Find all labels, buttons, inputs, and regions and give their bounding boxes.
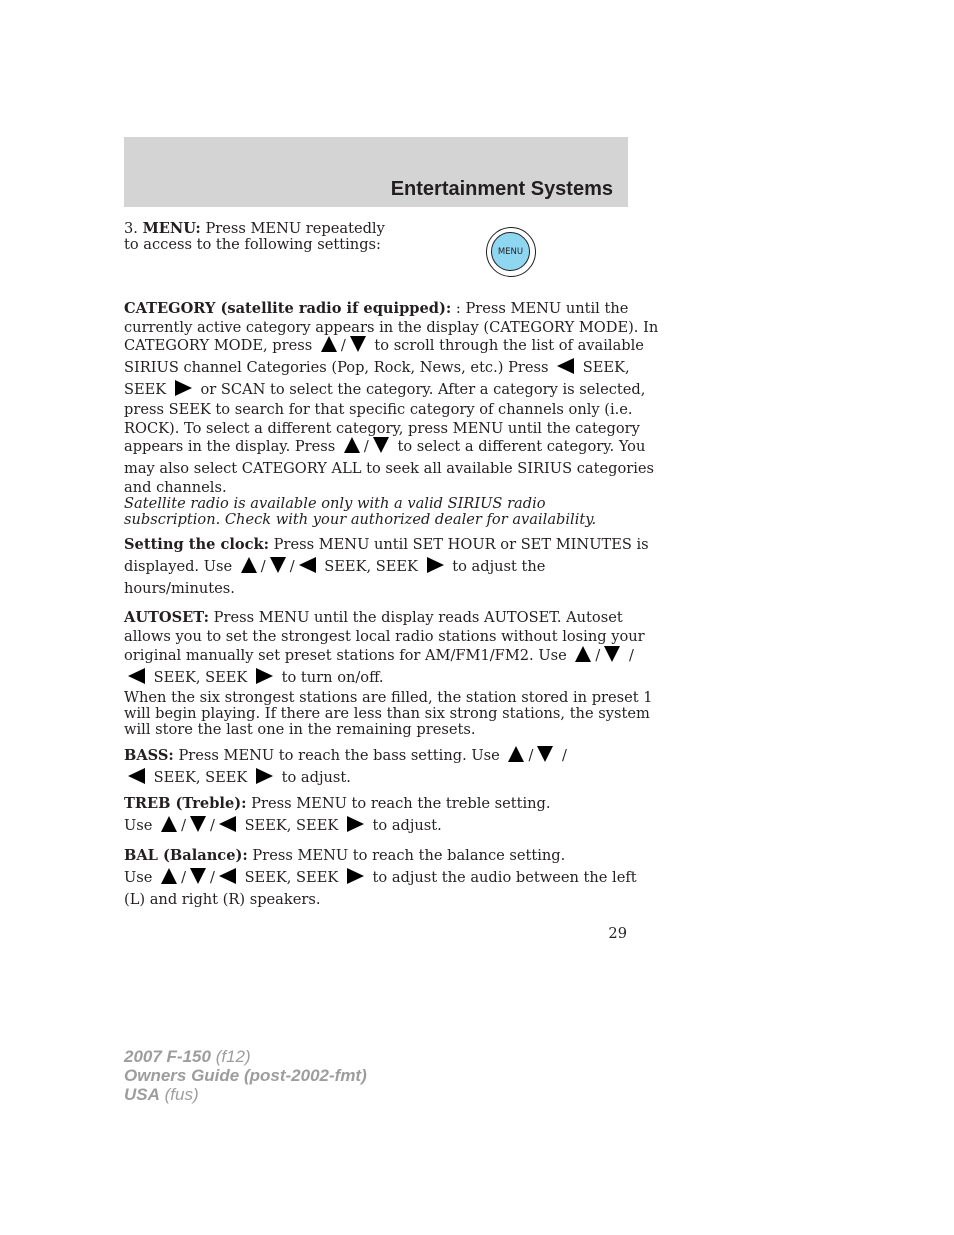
menu-label: MENU:: [142, 220, 201, 237]
satellite-note: [124, 496, 624, 528]
bal-text: Press MENU to reach the balance setting.: [252, 847, 566, 864]
category-text: SEEK: [124, 381, 167, 398]
header-band: [124, 137, 628, 207]
separator: /: [363, 438, 369, 455]
up-arrow-icon: [321, 336, 337, 352]
category-text: SEEK,: [582, 359, 630, 376]
category-text: and channels.: [124, 479, 227, 496]
category-text: appears in the display. Press: [124, 438, 336, 455]
bass-text: SEEK, SEEK: [153, 769, 248, 786]
category-text: SIRIUS channel Categories (Pop, Rock, News, etc.) Press: [124, 359, 549, 376]
left-arrow-icon: [128, 768, 145, 784]
down-arrow-icon: [350, 336, 366, 352]
clock-text: displayed. Use: [124, 558, 233, 575]
clock-text: hours/minutes.: [124, 580, 235, 597]
clock-text: Press MENU until SET HOUR or SET MINUTES is: [273, 536, 649, 553]
left-arrow-icon: [299, 557, 316, 573]
page-number: 29: [608, 925, 627, 942]
treb-text: Use: [124, 817, 153, 834]
down-arrow-icon: [373, 437, 389, 453]
up-arrow-icon: [344, 437, 360, 453]
category-section-cont4: [124, 459, 654, 497]
satellite-note-line: Satellite radio is available only with a valid SIRIUS radio: [124, 495, 546, 512]
footer-guide: Owners Guide (post-2002-fmt): [124, 1066, 367, 1085]
treb-heading: TREB (Treble):: [124, 795, 247, 812]
menu-intro: [124, 221, 624, 253]
treb-text: Press MENU to reach the treble setting.: [251, 795, 551, 812]
bal-heading: BAL (Balance):: [124, 847, 248, 864]
bal-text: Use: [124, 869, 153, 886]
right-arrow-icon: [347, 868, 364, 884]
autoset-text: Press MENU until the display reads AUTOSET. Autoset: [213, 609, 623, 626]
left-arrow-icon: [219, 816, 236, 832]
separator: /: [210, 817, 215, 834]
bal-section: [124, 845, 637, 911]
up-arrow-icon: [161, 868, 177, 884]
left-arrow-icon: [219, 868, 236, 884]
treb-text: SEEK, SEEK: [244, 817, 339, 834]
category-text: CATEGORY MODE, press: [124, 337, 313, 354]
autoset-note-line: will begin playing. If there are less than six strong stations, the system: [124, 705, 650, 722]
clock-text: to adjust the: [452, 558, 546, 575]
up-arrow-icon: [508, 746, 524, 762]
category-text: currently active category appears in the display (CATEGORY MODE). In: [124, 319, 659, 336]
autoset-text: SEEK, SEEK: [153, 669, 248, 686]
treb-text: to adjust.: [372, 817, 442, 834]
bass-text: Press MENU to reach the bass setting. Use: [178, 747, 500, 764]
treb-section: [124, 793, 624, 837]
autoset-text: original manually set preset stations for AM/FM1/FM2. Use: [124, 647, 567, 664]
bal-text: to adjust the audio between the left: [372, 869, 637, 886]
down-arrow-icon: [270, 557, 286, 573]
separator: /: [340, 337, 346, 354]
category-section-cont3: [124, 436, 646, 458]
category-text: may also select CATEGORY ALL to seek all available SIRIUS categories: [124, 460, 654, 477]
category-text: ROCK). To select a different category, press MENU until the category: [124, 420, 640, 437]
autoset-section-cont: [124, 645, 634, 689]
footer-model: 2007 F-150: [124, 1047, 211, 1066]
autoset-note-line: When the six strongest stations are filled, the station stored in preset 1: [124, 689, 653, 706]
menu-line1: Press MENU repeatedly: [205, 220, 385, 237]
bal-text: SEEK, SEEK: [244, 869, 339, 886]
up-arrow-icon: [241, 557, 257, 573]
category-section: [124, 299, 659, 337]
clock-heading: Setting the clock:: [124, 536, 270, 553]
category-text: press SEEK to search for that specific category of channels only (i.e.: [124, 401, 633, 418]
footer-model-code: (f12): [215, 1047, 251, 1066]
category-section-cont: [124, 335, 646, 401]
right-arrow-icon: [256, 768, 273, 784]
separator: /: [181, 869, 186, 886]
clock-text: SEEK, SEEK: [324, 558, 418, 575]
category-text: to scroll through the list of available: [374, 337, 644, 354]
menu-button-face: MENU: [491, 232, 530, 271]
menu-line2: to access to the following settings:: [124, 236, 381, 253]
autoset-heading: AUTOSET:: [124, 609, 210, 626]
autoset-text: allows you to set the strongest local radio stations without losing your: [124, 628, 645, 645]
up-arrow-icon: [575, 646, 591, 662]
category-text: : Press MENU until the: [455, 300, 629, 317]
separator: /: [628, 647, 634, 664]
menu-step-number: 3.: [124, 220, 138, 237]
separator: /: [260, 558, 266, 575]
down-arrow-icon: [537, 746, 553, 762]
autoset-section: [124, 608, 645, 646]
autoset-text: to turn on/off.: [281, 669, 384, 686]
category-text: to select a different category. You: [397, 438, 646, 455]
right-arrow-icon: [427, 557, 444, 573]
category-section-cont2: [124, 400, 640, 438]
footer-market: USA: [124, 1085, 160, 1104]
right-arrow-icon: [347, 816, 364, 832]
footer-market-code: (fus): [164, 1085, 199, 1104]
clock-section: [124, 534, 649, 600]
down-arrow-icon: [190, 868, 206, 884]
bass-heading: BASS:: [124, 747, 174, 764]
down-arrow-icon: [604, 646, 620, 662]
category-text: or SCAN to select the category. After a category is selected,: [200, 381, 646, 398]
separator: /: [528, 747, 534, 764]
bal-text: (L) and right (R) speakers.: [124, 891, 321, 908]
bass-section: [124, 745, 624, 789]
separator: /: [289, 558, 295, 575]
separator: /: [181, 817, 186, 834]
down-arrow-icon: [190, 816, 206, 832]
bass-text: to adjust.: [281, 769, 351, 786]
satellite-note-line: subscription. Check with your authorized dealer for availability.: [124, 511, 597, 528]
document-footer: [124, 1047, 367, 1104]
autoset-note-line: will store the last one in the remaining presets.: [124, 721, 476, 738]
section-title: Entertainment Systems: [390, 178, 613, 200]
separator: /: [210, 869, 215, 886]
left-arrow-icon: [557, 358, 574, 374]
right-arrow-icon: [256, 668, 273, 684]
autoset-note: [124, 689, 653, 738]
right-arrow-icon: [175, 380, 192, 396]
up-arrow-icon: [161, 816, 177, 832]
separator: /: [595, 647, 601, 664]
separator: /: [562, 747, 567, 764]
left-arrow-icon: [128, 668, 145, 684]
menu-button-illustration: [486, 227, 536, 277]
category-heading: CATEGORY (satellite radio if equipped):: [124, 300, 452, 317]
